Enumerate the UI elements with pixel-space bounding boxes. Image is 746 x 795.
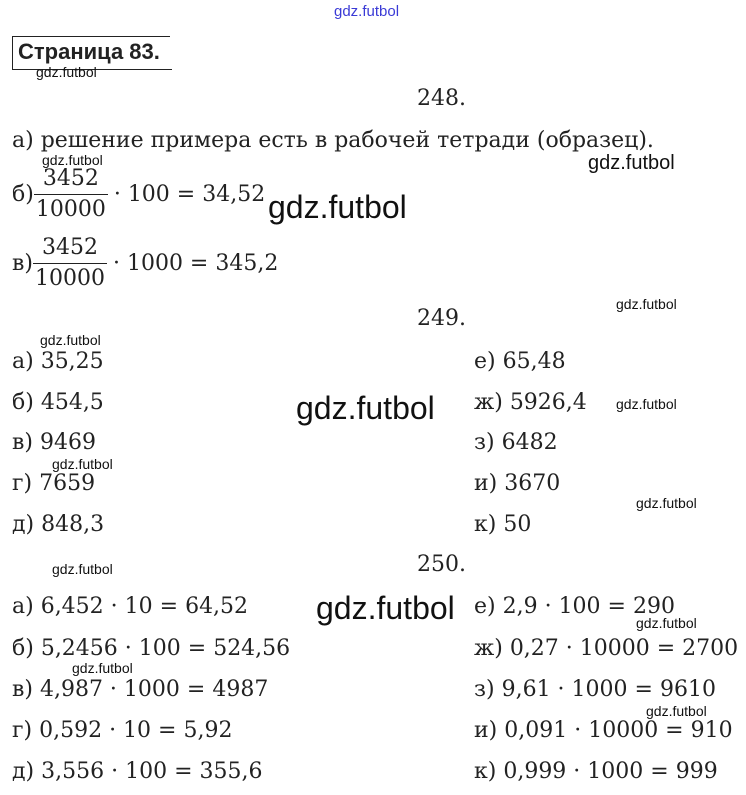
- answer-249-i: и) 3670: [474, 471, 561, 496]
- answer-250-k: к) 0,999 · 1000 = 999: [474, 759, 718, 784]
- answer-250-zh: ж) 0,27 · 10000 = 2700: [474, 636, 739, 661]
- item-prefix: б): [12, 182, 34, 207]
- watermark-large: gdz.futbol: [268, 189, 407, 225]
- fraction-denominator: 10000: [34, 266, 105, 291]
- problem-number-248: 248.: [417, 86, 466, 111]
- watermark: gdz.futbol: [72, 660, 133, 676]
- answer-250-v: в) 4,987 · 1000 = 4987: [12, 677, 269, 702]
- expression-rest: · 1000 = 345,2: [112, 251, 279, 276]
- watermark-large: gdz.futbol: [296, 390, 435, 426]
- answer-249-v: в) 9469: [12, 430, 96, 455]
- watermark-large: gdz.futbol: [316, 590, 455, 626]
- item-prefix: в): [12, 251, 33, 276]
- answer-250-z: з) 9,61 · 1000 = 9610: [474, 677, 716, 702]
- watermark: gdz.futbol: [588, 152, 675, 174]
- fraction: [33, 233, 107, 294]
- watermark: gdz.futbol: [52, 456, 113, 472]
- answer-250-d: д) 3,556 · 100 = 355,6: [12, 759, 263, 784]
- watermark-top: gdz.futbol: [334, 3, 400, 20]
- answer-250-e: е) 2,9 · 100 = 290: [474, 594, 675, 619]
- fraction-numerator: 3452: [33, 233, 107, 264]
- page-title: Страница 83.: [18, 39, 160, 64]
- watermark: gdz.futbol: [646, 703, 707, 719]
- answer-249-g: г) 7659: [12, 471, 96, 496]
- answer-249-d: д) 848,3: [12, 512, 105, 537]
- answer-250-g: г) 0,592 · 10 = 5,92: [12, 718, 233, 743]
- expression-rest: · 100 = 34,52: [113, 182, 266, 207]
- answer-249-zh: ж) 5926,4: [474, 390, 587, 415]
- answer-248-v: [12, 233, 278, 294]
- answer-250-a: а) 6,452 · 10 = 64,52: [12, 594, 249, 619]
- watermark: gdz.futbol: [42, 152, 103, 168]
- watermark: gdz.futbol: [616, 296, 677, 312]
- fraction-denominator: 10000: [35, 197, 106, 222]
- fraction: [34, 164, 108, 225]
- watermark: gdz.futbol: [616, 396, 677, 412]
- answer-250-i: и) 0,091 · 10000 = 910: [474, 718, 733, 743]
- watermark: gdz.futbol: [52, 561, 113, 577]
- watermark: gdz.futbol: [40, 332, 101, 348]
- answer-249-k: к) 50: [474, 512, 532, 537]
- watermark: gdz.futbol: [636, 615, 697, 631]
- answer-249-e: е) 65,48: [474, 349, 566, 374]
- problem-number-249: 249.: [417, 306, 466, 331]
- answer-248-a: а) решение примера есть в рабочей тетради (образец).: [12, 128, 654, 153]
- answer-248-b: [12, 164, 265, 225]
- watermark: gdz.futbol: [636, 495, 697, 511]
- answer-250-b: б) 5,2456 · 100 = 524,56: [12, 636, 291, 661]
- answer-249-b: б) 454,5: [12, 390, 104, 415]
- answer-249-a: а) 35,25: [12, 349, 104, 374]
- watermark: gdz.futbol: [36, 64, 97, 80]
- fraction-numerator: 3452: [34, 164, 108, 195]
- answer-249-z: з) 6482: [474, 430, 558, 455]
- problem-number-250: 250.: [417, 552, 466, 577]
